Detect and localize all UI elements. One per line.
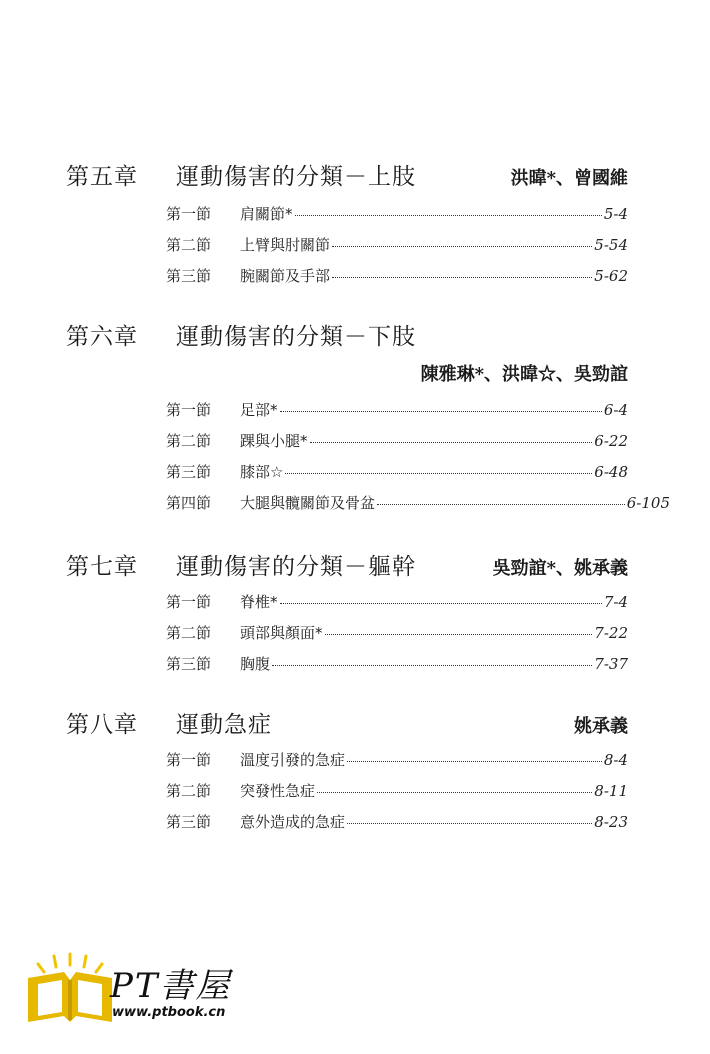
toc-entry[interactable] <box>0 229 710 260</box>
page-number: 8-23 <box>594 813 628 831</box>
section-title: 溫度引發的急症 <box>240 751 346 769</box>
page-number: 8-4 <box>603 751 628 769</box>
chapter-authors: 姚承義 <box>574 716 628 737</box>
page-number: 7-4 <box>603 593 628 611</box>
page-number: 8-11 <box>594 782 628 800</box>
section-title: 腕關節及手部 <box>240 267 331 285</box>
dot-leader <box>377 504 625 505</box>
chapter-heading <box>0 318 710 385</box>
chapter-number: 第八章 <box>66 712 138 738</box>
dot-leader <box>325 634 593 635</box>
dot-leader <box>285 473 592 474</box>
chapter-heading <box>0 548 710 584</box>
dot-leader <box>332 246 592 247</box>
section-title: 上臂與肘關節 <box>240 236 331 254</box>
section-number: 第三節 <box>166 655 212 673</box>
chapter-number: 第七章 <box>66 554 138 580</box>
toc-entry[interactable] <box>0 198 710 229</box>
section-title: 胸腹 <box>240 655 271 673</box>
chapter-8 <box>0 706 710 831</box>
logo-url: www.ptbook.cn <box>112 1005 226 1020</box>
chapter-number: 第五章 <box>66 164 138 190</box>
toc-entry[interactable] <box>0 425 710 456</box>
dot-leader <box>347 823 592 824</box>
toc-entry[interactable] <box>0 648 710 679</box>
section-title: 足部* <box>240 401 278 419</box>
dot-leader <box>317 792 592 793</box>
chapter-7 <box>0 548 710 673</box>
chapter-title: 運動急症 <box>176 712 272 738</box>
section-title: 踝與小腿* <box>240 432 308 450</box>
dot-leader <box>332 277 592 278</box>
toc-entry[interactable] <box>0 586 710 617</box>
chapter-title: 運動傷害的分類－軀幹 <box>176 554 416 580</box>
section-list <box>0 586 710 679</box>
section-title: 意外造成的急症 <box>240 813 346 831</box>
section-number: 第三節 <box>166 267 212 285</box>
chapter-authors: 洪暐*、曾國維 <box>510 168 628 189</box>
section-number: 第二節 <box>166 432 212 450</box>
section-number: 第四節 <box>166 494 212 512</box>
section-number: 第三節 <box>166 463 212 481</box>
toc-entry[interactable] <box>0 617 710 648</box>
toc-entry[interactable] <box>0 775 710 806</box>
chapter-heading <box>0 158 710 194</box>
dot-leader <box>280 603 602 604</box>
chapter-6 <box>0 318 710 512</box>
chapter-number: 第六章 <box>66 324 138 350</box>
section-number: 第一節 <box>166 751 212 769</box>
dot-leader <box>295 215 602 216</box>
page-number: 7-22 <box>594 624 628 642</box>
chapter-authors: 吳勁誼*、姚承義 <box>492 558 628 579</box>
toc-entry[interactable] <box>0 260 710 291</box>
section-list <box>0 744 710 837</box>
toc-entry[interactable] <box>0 394 710 425</box>
dot-leader <box>347 761 602 762</box>
section-number: 第一節 <box>166 593 212 611</box>
section-title: 突發性急症 <box>240 782 316 800</box>
dot-leader <box>280 411 602 412</box>
logo-text: PT書屋 <box>110 966 232 1006</box>
page-number: 5-4 <box>603 205 628 223</box>
page-number: 6-105 <box>626 494 670 512</box>
chapter-title: 運動傷害的分類－下肢 <box>176 324 416 350</box>
section-number: 第二節 <box>166 236 212 254</box>
section-list <box>0 198 710 291</box>
chapter-heading <box>0 706 710 742</box>
section-number: 第二節 <box>166 624 212 642</box>
section-list <box>0 394 710 518</box>
page-number: 6-22 <box>594 432 628 450</box>
chapter-authors: 陳雅琳*、洪暐☆、吳勁誼 <box>420 364 628 385</box>
light-rays-icon <box>38 954 102 972</box>
section-title: 頭部與顏面* <box>240 624 323 642</box>
section-number: 第一節 <box>166 401 212 419</box>
dot-leader <box>310 442 593 443</box>
section-number: 第三節 <box>166 813 212 831</box>
chapter-5 <box>0 158 710 285</box>
page-number: 5-54 <box>594 236 628 254</box>
section-title: 肩關節* <box>240 205 293 223</box>
section-title: 大腿與髖關節及骨盆 <box>240 494 376 512</box>
section-number: 第一節 <box>166 205 212 223</box>
toc-entry[interactable] <box>0 456 710 487</box>
section-number: 第二節 <box>166 782 212 800</box>
dot-leader <box>272 665 592 666</box>
page-number: 6-48 <box>594 463 628 481</box>
section-title: 膝部☆ <box>240 463 284 481</box>
section-title: 脊椎* <box>240 593 278 611</box>
toc-entry[interactable] <box>0 487 710 518</box>
page-number: 6-4 <box>603 401 628 419</box>
chapter-title: 運動傷害的分類－上肢 <box>176 164 416 190</box>
toc-entry[interactable] <box>0 744 710 775</box>
page-number: 7-37 <box>594 655 628 673</box>
toc-entry[interactable] <box>0 806 710 837</box>
page-number: 5-62 <box>594 267 628 285</box>
